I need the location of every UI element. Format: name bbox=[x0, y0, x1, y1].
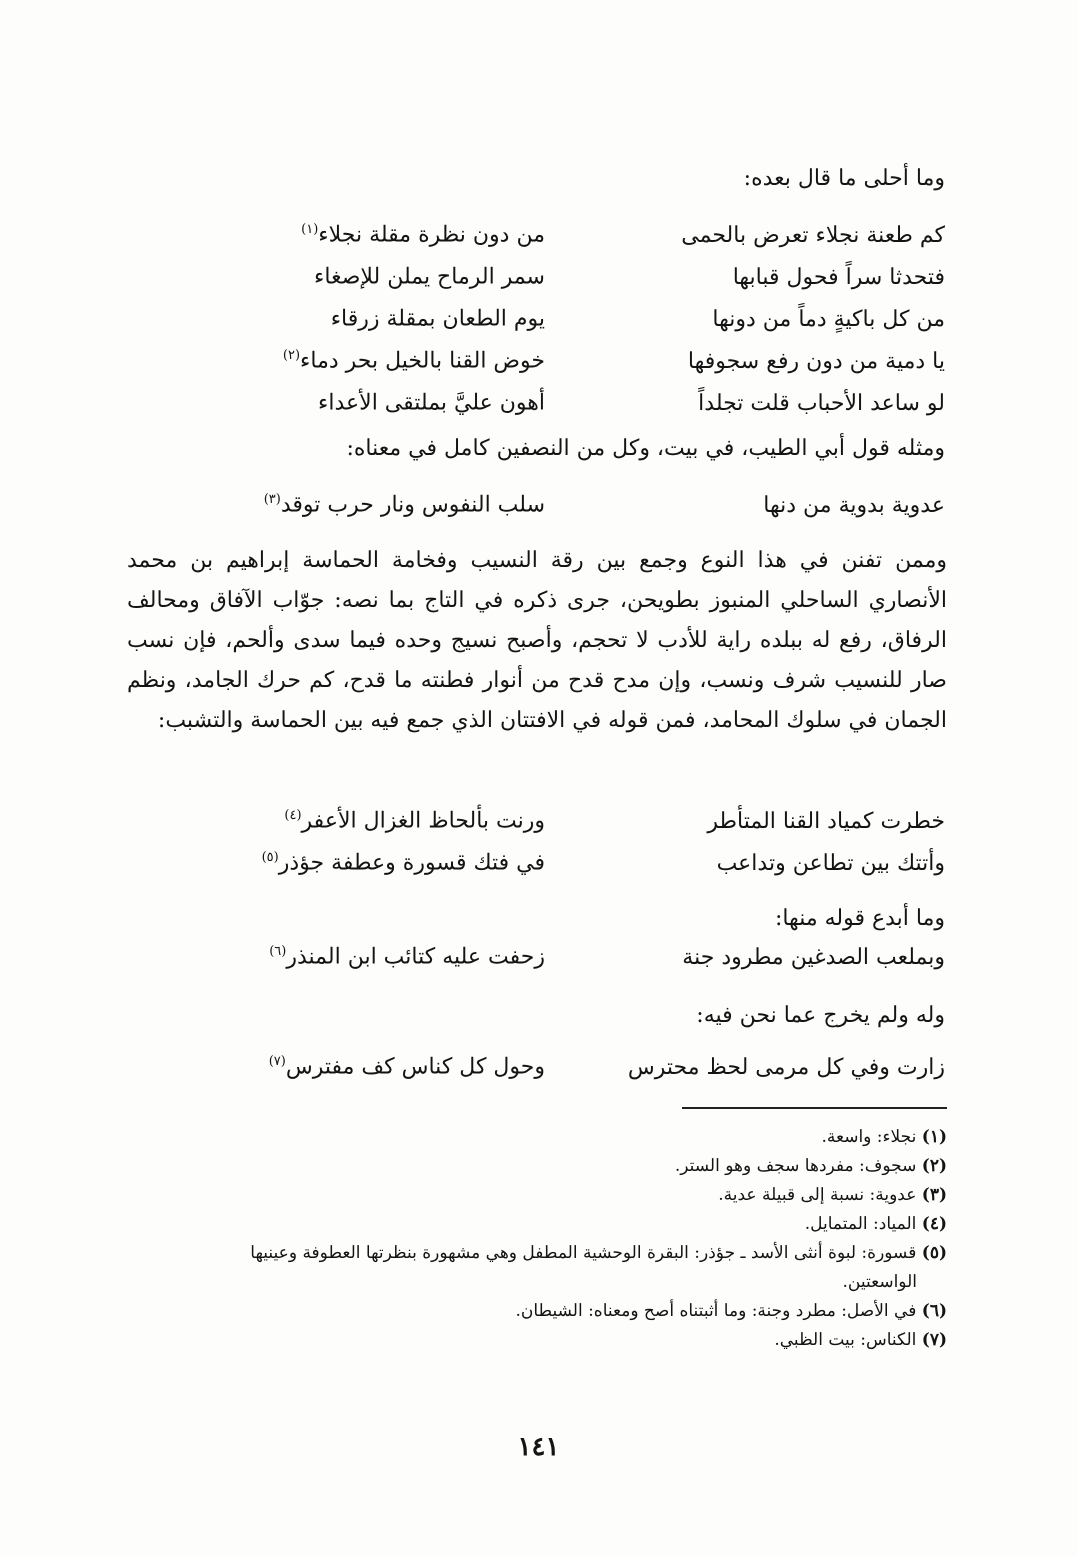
second-hemistich bbox=[125, 264, 545, 289]
hemistich-text: يوم الطعان بمقلة زرقاء bbox=[330, 306, 545, 332]
second-hemistich bbox=[125, 944, 545, 969]
intro-line-3: وما أبدع قوله منها: bbox=[774, 906, 945, 931]
footnote bbox=[127, 1123, 947, 1152]
hemistich-text: خوض القنا بالخيل بحر دماء bbox=[300, 348, 545, 374]
first-hemistich: يا دمية من دون رفع سجوفها bbox=[687, 348, 945, 374]
verse-block-5 bbox=[125, 1046, 945, 1088]
verse bbox=[125, 214, 945, 256]
intro-line-1: وما أحلى ما قال بعده: bbox=[743, 166, 945, 191]
footnote-text: نجلاء: واسعة. bbox=[821, 1127, 917, 1147]
verse bbox=[125, 382, 945, 424]
footnote-marker: (٤) bbox=[284, 808, 302, 824]
first-hemistich: وبملعب الصدغين مطرود جنة bbox=[682, 944, 945, 970]
footnote bbox=[127, 1152, 947, 1181]
footnote-text: الكناس: بيت الظبي. bbox=[774, 1330, 917, 1350]
footnote bbox=[127, 1297, 947, 1326]
first-hemistich: عدوية بدوية من دنها bbox=[763, 492, 945, 518]
paragraph: وممن تفنن في هذا النوع وجمع بين رقة النسيب وفخامة الحماسة إبراهيم بن محمد الأنصاري الساحلي المنبوز بطويحن، جرى ذكره في التاج بما نصه: جوّاب الآفاق ومحالف الرفاق، رفع له ببلده راية للأدب لا تحجم، وأصبح نسيج وحده فيما سدى وألحم، فإن نسب صار للنسيب شرف ونسب، وإن مدح قدح من أنوار فطنته ما قدح، كم حرك الجامد، ونظم الجمان في سلوك المحامد، فمن قوله في الافتتان الذي جمع فيه بين الحماسة والتشبب: bbox=[127, 548, 948, 733]
hemistich-text: ورنت بألحاظ الغزال الأعفر bbox=[301, 808, 545, 834]
footnote-marker: (٥) bbox=[261, 850, 279, 866]
footnotes bbox=[127, 1123, 947, 1355]
verse bbox=[125, 1046, 945, 1088]
footnote bbox=[127, 1326, 947, 1355]
footnote-text: سجوف: مفردها سجف وهو الستر. bbox=[674, 1156, 917, 1176]
footnote-marker: (٦) bbox=[269, 944, 287, 960]
verse bbox=[125, 800, 945, 842]
footnote-marker: (٣) bbox=[263, 492, 281, 508]
second-hemistich bbox=[125, 222, 545, 247]
footnote-text: قسورة: لبوة أنثى الأسد ـ جؤذر: البقرة الوحشية المطفل وهي مشهورة بنظرتها العطوفة وعينيها bbox=[250, 1243, 917, 1263]
footnote-text: في الأصل: مطرد وجنة: وما أثبتناه أصح ومعناه: الشيطان. bbox=[515, 1301, 917, 1321]
verse bbox=[125, 340, 945, 382]
footnote-divider bbox=[682, 1107, 947, 1109]
verse bbox=[125, 842, 945, 884]
verse-block-3 bbox=[125, 800, 945, 884]
second-hemistich bbox=[125, 348, 545, 373]
footnote bbox=[127, 1239, 947, 1268]
hemistich-text: سلب النفوس ونار حرب توقد bbox=[280, 492, 545, 518]
footnote bbox=[127, 1210, 947, 1239]
intro-line-4: وله ولم يخرج عما نحن فيه: bbox=[696, 1003, 945, 1028]
footnote-number: (٣) bbox=[921, 1185, 947, 1205]
footnote-number: (٢) bbox=[921, 1156, 947, 1176]
verse-block-2 bbox=[125, 484, 945, 526]
hemistich-text: زحفت عليه كتائب ابن المنذر bbox=[286, 944, 545, 970]
hemistich-text: سمر الرماح يملن للإصغاء bbox=[314, 264, 545, 290]
second-hemistich bbox=[125, 306, 545, 331]
footnote-number: (٧) bbox=[921, 1330, 947, 1350]
footnote bbox=[127, 1181, 947, 1210]
footnote-number: (١) bbox=[921, 1127, 947, 1147]
footnote-number: (٦) bbox=[921, 1301, 947, 1321]
footnote-text: عدوية: نسبة إلى قبيلة عدية. bbox=[718, 1185, 917, 1205]
second-hemistich bbox=[125, 1054, 545, 1079]
verse bbox=[125, 936, 945, 978]
first-hemistich: وأتتك بين تطاعن وتداعب bbox=[716, 850, 945, 876]
verse bbox=[125, 484, 945, 526]
first-hemistich: خطرت كمياد القنا المتأطر bbox=[707, 808, 945, 834]
second-hemistich bbox=[125, 492, 545, 517]
footnote-marker: (٧) bbox=[268, 1054, 286, 1070]
hemistich-text: في فتك قسورة وعطفة جؤذر bbox=[278, 850, 545, 876]
footnote-text: الواسعتين. bbox=[842, 1272, 917, 1292]
first-hemistich: فتحدثا سراً فحول قبابها bbox=[732, 264, 945, 290]
intro-line-2: ومثله قول أبي الطيب، في بيت، وكل من النصفين كامل في معناه: bbox=[346, 436, 945, 461]
footnote-marker: (١) bbox=[301, 222, 319, 238]
first-hemistich: زارت وفي كل مرمى لحظ محترس bbox=[627, 1054, 945, 1080]
second-hemistich bbox=[125, 390, 545, 415]
first-hemistich: كم طعنة نجلاء تعرض بالحمى bbox=[681, 222, 945, 248]
footnote-number: (٥) bbox=[921, 1243, 947, 1263]
first-hemistich: من كل باكيةٍ دماً من دونها bbox=[712, 306, 945, 332]
hemistich-text: وحول كل كناس كف مفترس bbox=[285, 1054, 545, 1080]
hemistich-text: أهون عليَّ بملتقى الأعداء bbox=[318, 390, 545, 416]
second-hemistich bbox=[125, 808, 545, 833]
verse bbox=[125, 256, 945, 298]
verse-block-1 bbox=[125, 214, 945, 424]
footnote-marker: (٢) bbox=[282, 348, 301, 364]
first-hemistich: لو ساعد الأحباب قلت تجلداً bbox=[698, 390, 945, 416]
verse bbox=[125, 298, 945, 340]
footnote-number: (٤) bbox=[921, 1214, 947, 1234]
footnote-text: المياد: المتمايل. bbox=[804, 1214, 917, 1234]
page-number: ١٤١ bbox=[517, 1432, 560, 1462]
footnote-continuation bbox=[127, 1268, 947, 1297]
verse-block-4 bbox=[125, 936, 945, 978]
hemistich-text: من دون نظرة مقلة نجلاء bbox=[318, 222, 545, 248]
second-hemistich bbox=[125, 850, 545, 875]
